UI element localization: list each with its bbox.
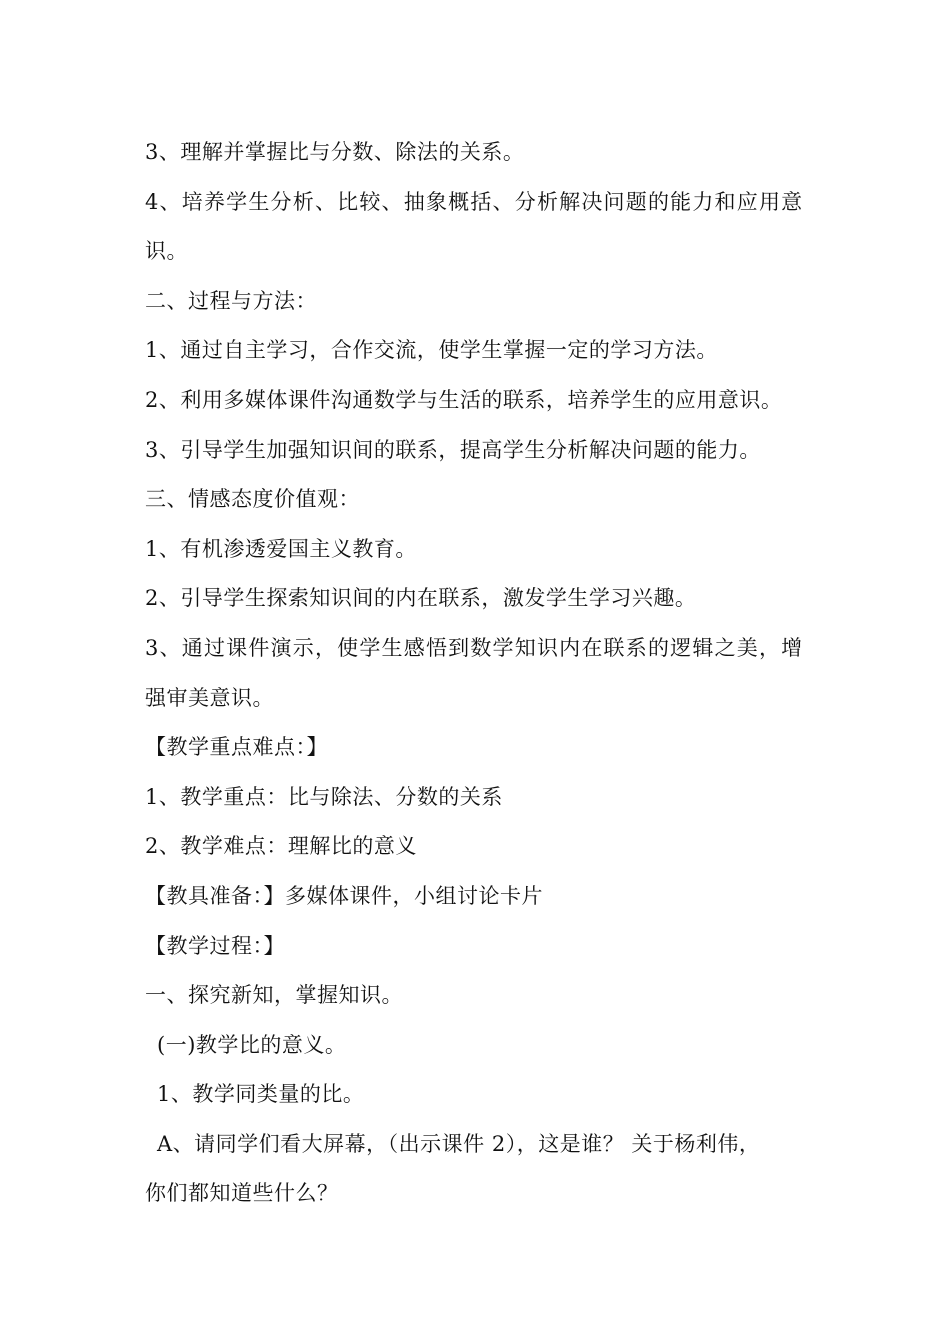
- process-step-1: 一、探究新知，掌握知识。: [145, 983, 403, 1008]
- attitude-item-3: 3、通过课件演示，使学生感悟到数学知识内在联系的逻辑之美，增: [145, 635, 804, 660]
- question-a: A、请同学们看大屏幕，（出示课件 2），这是谁？ 关于杨利伟，: [157, 1131, 761, 1156]
- attitude-item-3-continued: 强审美意识。: [145, 685, 274, 710]
- process-item-2: 2、利用多媒体课件沟通数学与生活的联系，培养学生的应用意识。: [145, 387, 783, 412]
- section-heading-attitude-values: 三、情感态度价值观：: [145, 487, 360, 512]
- attitude-item-1: 1、有机渗透爱国主义教育。: [145, 536, 417, 561]
- attitude-item-2: 2、引导学生探索知识间的内在联系，激发学生学习兴趣。: [145, 586, 697, 611]
- document-body: [145, 128, 810, 1219]
- section-heading-process-method: 二、过程与方法：: [145, 288, 317, 313]
- objective-line-3: 3、理解并掌握比与分数、除法的关系。: [145, 140, 525, 164]
- difficult-point: 2、教学难点：理解比的意义: [145, 834, 417, 859]
- sub-step-same-quantity-ratio: 1、教学同类量的比。: [157, 1082, 365, 1107]
- teaching-aids: 【教具准备：】多媒体课件，小组讨论卡片: [145, 883, 543, 908]
- heading-teaching-process: 【教学过程：】: [145, 933, 285, 958]
- objective-line-4-continued: 识。: [145, 239, 188, 264]
- key-point: 1、教学重点：比与除法、分数的关系: [145, 784, 503, 809]
- objective-line-4: 4、培养学生分析、比较、抽象概括、分析解决问题的能力和应用意: [145, 189, 804, 214]
- heading-key-difficult-points: 【教学重点难点：】: [145, 735, 328, 760]
- process-item-1: 1、通过自主学习，合作交流，使学生掌握一定的学习方法。: [145, 338, 718, 363]
- process-item-3: 3、引导学生加强知识间的联系，提高学生分析解决问题的能力。: [145, 437, 761, 462]
- sub-step-ratio-meaning: (一)教学比的意义。: [157, 1032, 347, 1057]
- question-a-continued: 你们都知道些什么？: [145, 1181, 339, 1206]
